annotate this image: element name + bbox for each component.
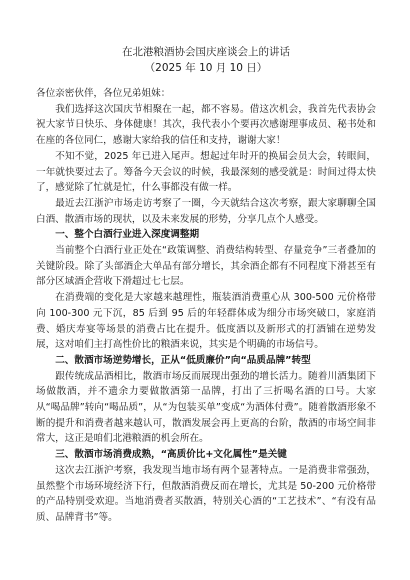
salutation: 各位亲密伙伴，各位兄弟姐妹：	[36, 88, 171, 99]
document-date: （2025 年 10 月 10 日）	[144, 62, 268, 74]
section-2-paragraph-1: 跟传统成品酒相比，散酒市场反而展现出强劲的增长活力。随着川酒集团下场做散酒，并不遗余力要做散酒第一品牌，打出了三折喝名酒的口号。大家从“喝品牌”转向“喝品质”，从“为包装买单”变成“为酒体付费”。随着散酒形象不断的提升和消费者越来越认可，散酒发展会再上更高的台阶，散酒的市场空间非常大，这正是咱们北港粮酒的机会所在。	[36, 370, 376, 445]
document-title: 在北港粮酒协会国庆座谈会上的讲话	[122, 46, 290, 58]
paragraph-3: 最近去江浙沪市场走访考察了一圈，今天就结合这次考察，跟大家聊聊全国白酒、散酒市场的现状，以及未来发展的形势，分享几点个人感受。	[36, 197, 376, 225]
section-heading-1: 一、整个白酒行业进入深度调整期	[55, 229, 200, 241]
section-heading-3: 三、散酒市场消费成熟，“高质价比+文化属性”是关键	[55, 449, 287, 461]
paragraph-1: 我们选择这次国庆节相聚在一起，都不容易。借这次机会，我首先代表协会祝大家节日快乐、身体健康！其次，我代表小个要再次感谢理事成员、秘书处和在座的各位同仁，感谢大家给我的信任和支持，谢谢大家！	[36, 103, 376, 147]
section-1-paragraph-1: 当前整个白酒行业正处在“政策调整、消费结构转型、存量竞争”三者叠加的关键阶段。除了头部酒企大单品有部分增长，其余酒企都有不同程度下滑甚至有部分区域酒企营收下滑超过七七层。	[36, 245, 376, 288]
paragraph-2: 不知不觉，2025 年已进入尾声。想起过年时开的换届会员大会，转眼间，一年就快要过去了。筹备今天会议的时候，我最深刻的感受就是：时间过得太快了，感觉除了忙就是忙，什么事都没有做一样。	[36, 150, 376, 194]
section-heading-2: 二、散酒市场逆势增长，正从“低质廉价”向“品质品牌”转型	[55, 354, 311, 366]
section-3-paragraph-1: 这次去江浙沪考察，我发现当地市场有两个显著特点。一是消费非常强劲，虽然整个市场环境经济下行，但散酒消费反而在增长，尤其是 50-200 元价格带的产品特别受欢迎。当地消费者买散酒，特别关心酒的“工艺技术”、“有没有品质、品牌背书”等。	[36, 464, 376, 523]
section-1-paragraph-2: 在消费端的变化是大家越来越理性，瓶装酒消费重心从 300-500 元价格带向 100-300 元下沉，85 后到 95 后的年轻群体成为细分市场突破口，家庭消费、婚庆寿宴等场景的消费占比在提升。低度酒以及新形式的打酒铺在逆势发展，这对咱们主打高性价比的粮酒来说，其实是个明确的市场信号。	[36, 292, 376, 351]
